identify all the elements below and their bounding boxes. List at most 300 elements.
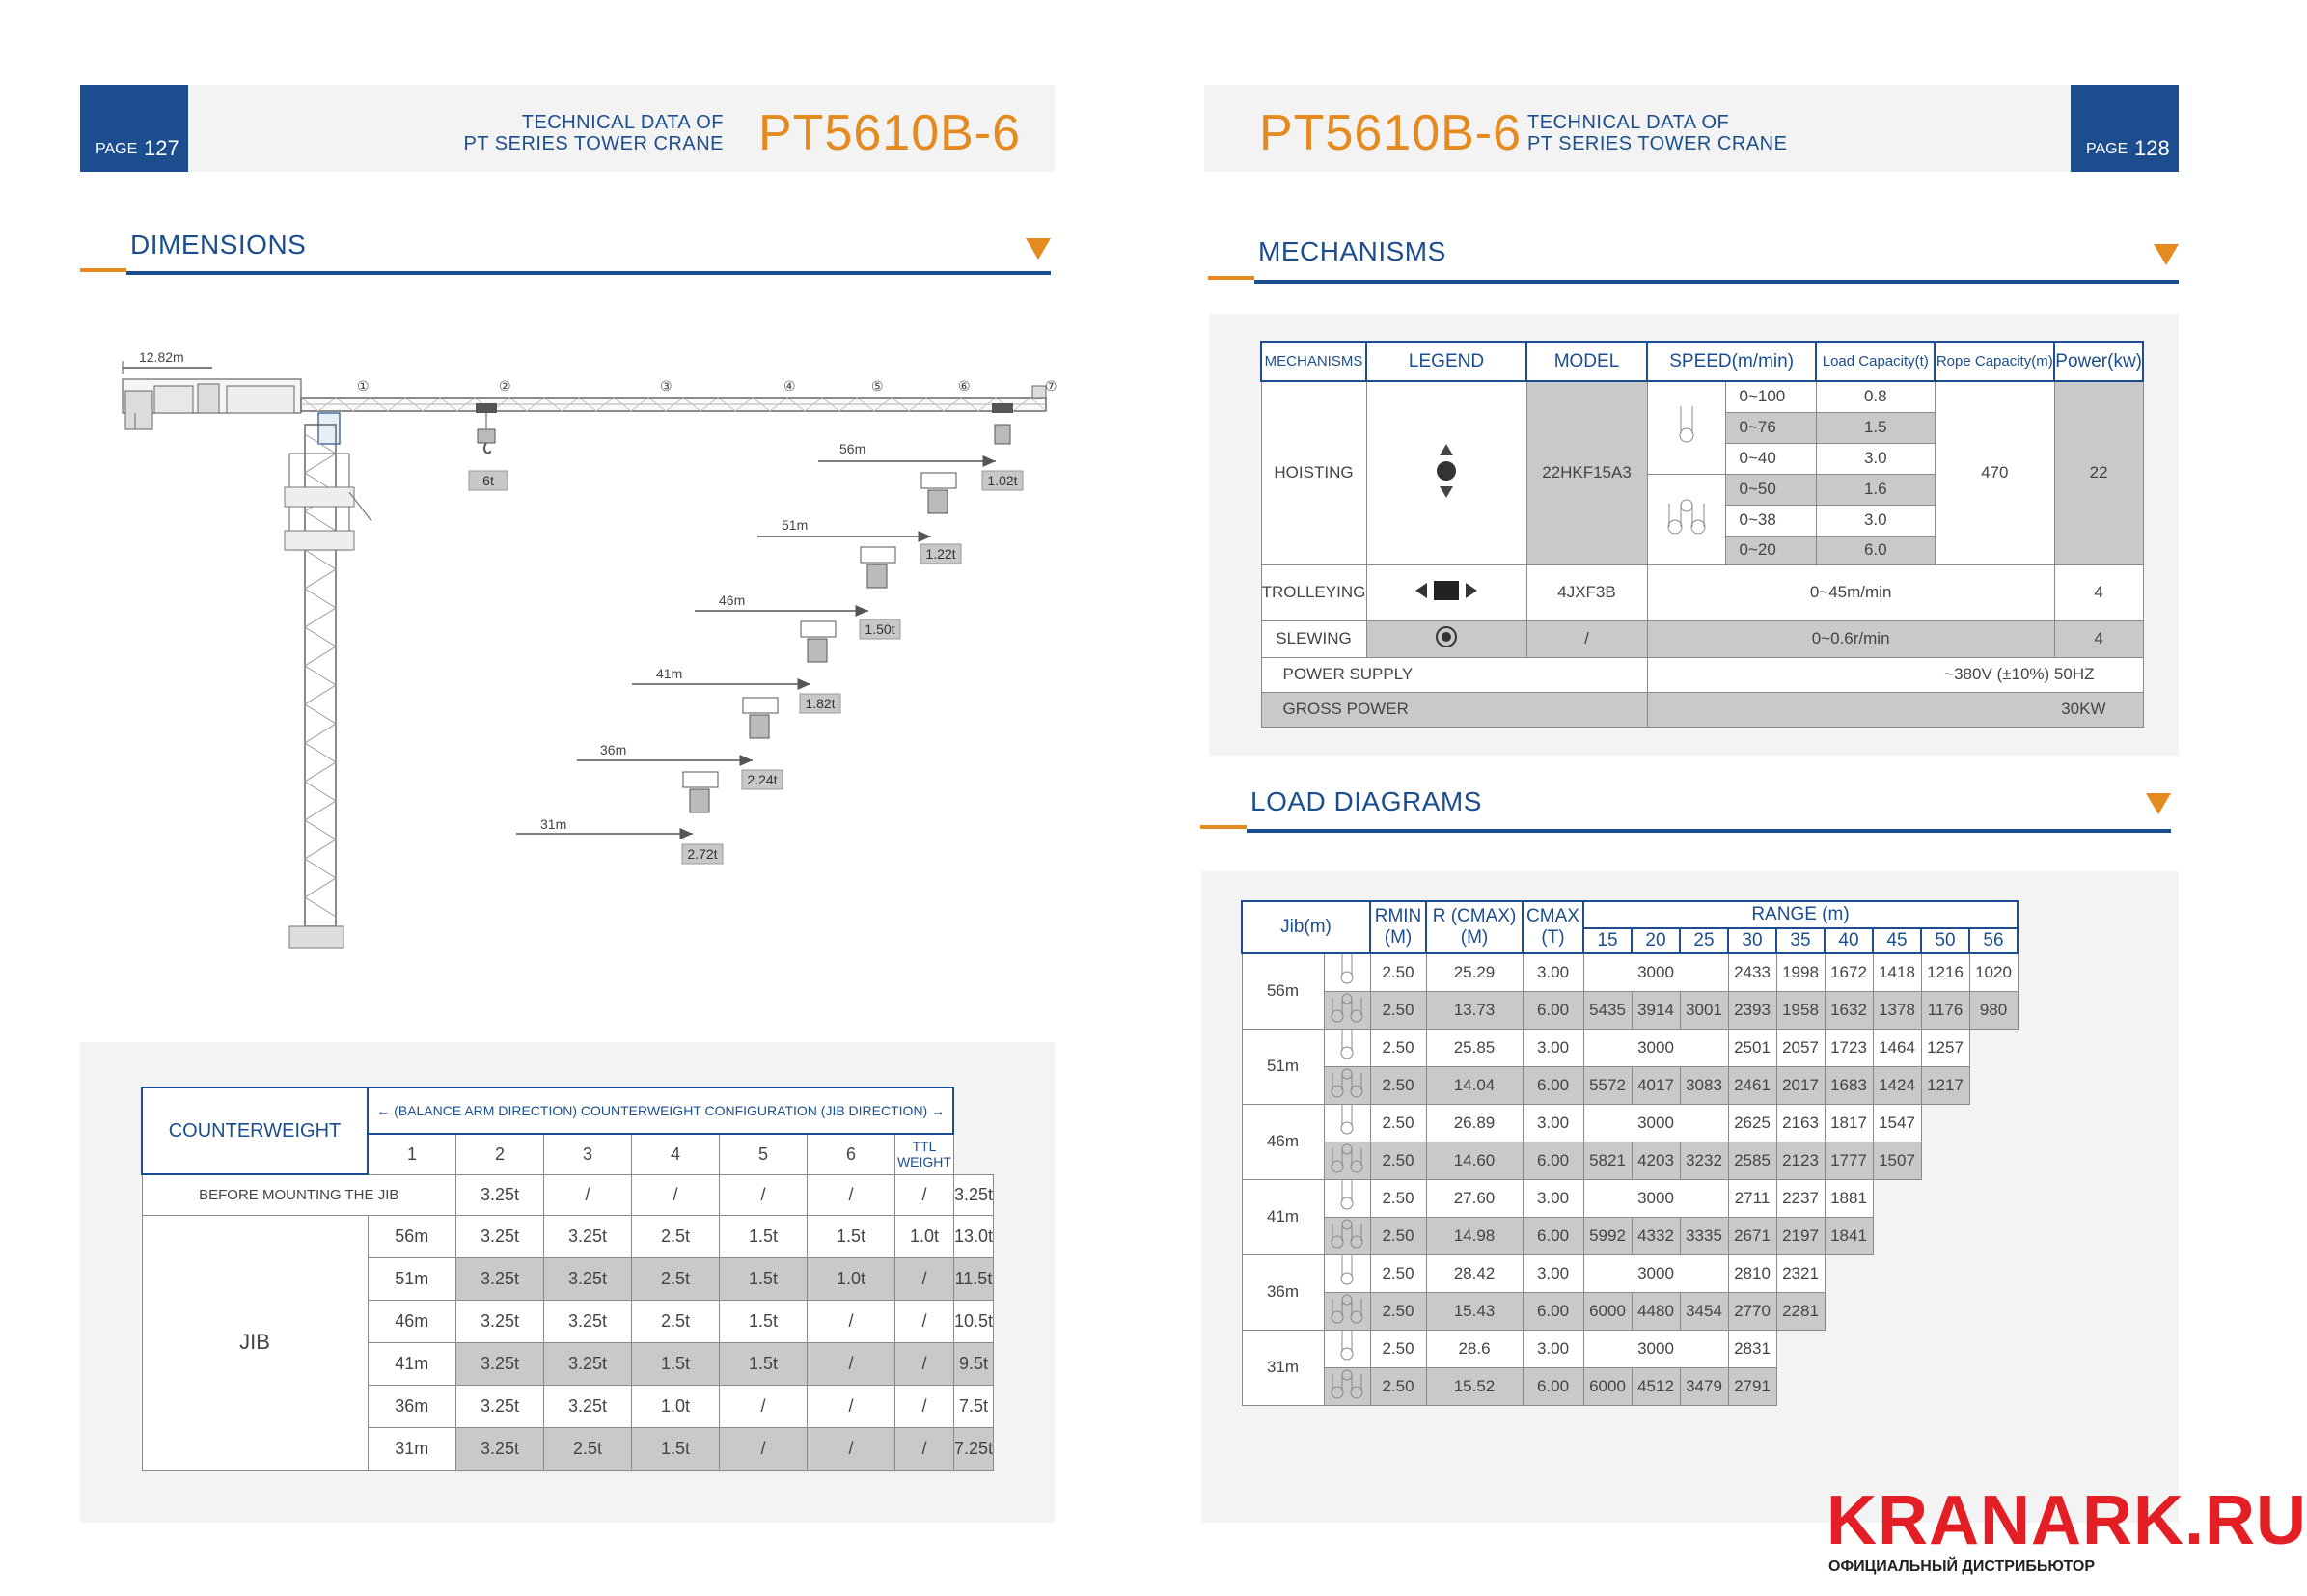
single-fall-icon [1647,381,1725,474]
single-fall-icon [1324,1330,1370,1367]
cw-cell: / [895,1385,954,1427]
ld-value: 3479 [1680,1367,1728,1405]
section-marker-7: ⑦ [1045,379,1057,395]
header-line-1: TECHNICAL DATA OF [1527,112,1730,133]
double-fall-icon [1324,1292,1370,1330]
ld-empty [1825,1254,2018,1292]
header-line-1: TECHNICAL DATA OF [521,112,724,133]
ld-rcmax: 14.04 [1426,1066,1523,1104]
ld-range-header: 56 [1969,928,2018,953]
ld-value: 3914 [1632,991,1680,1029]
ld-cmax: 3.00 [1523,1254,1583,1292]
power-supply-label: POWER SUPPLY [1261,657,1647,692]
slewing-legend-icon [1366,620,1526,657]
ld-header-range: RANGE (m) [1583,901,2018,928]
ld-value: 2281 [1776,1292,1825,1330]
ld-empty [1873,1217,2018,1254]
table-row [1242,1367,2018,1405]
ld-cmax: 6.00 [1523,991,1583,1029]
ld-rmin: 2.50 [1370,1066,1426,1104]
ld-value: 3335 [1680,1217,1728,1254]
cw-cell: 7.5t [953,1385,993,1427]
cw-cell: / [895,1342,954,1385]
cw-cell: 1.5t [720,1342,808,1385]
ld-value: 1723 [1825,1029,1873,1066]
mechanisms-table [1260,341,2144,728]
ld-cmax: 6.00 [1523,1142,1583,1179]
cw-jib-length: 31m [368,1427,456,1470]
ld-value: 4332 [1632,1217,1680,1254]
cw-cell: 3.25t [456,1257,544,1300]
ld-merged-value: 3000 [1583,953,1728,991]
counter-jib-length-label: 12.82m [139,349,184,365]
mech-header-mechanisms: MECHANISMS [1261,342,1366,381]
ld-value: 2123 [1776,1142,1825,1179]
cw-jib-length: 36m [368,1385,456,1427]
cw-col-ttl: TTL WEIGHT [895,1134,954,1174]
cw-cell: 3.25t [544,1215,632,1257]
ld-merged-value: 3000 [1583,1179,1728,1217]
section-accent-line [1200,825,1247,829]
cw-col-3: 3 [544,1134,632,1174]
jib-label: JIB [142,1215,368,1470]
ld-value: 2461 [1728,1066,1776,1104]
single-fall-icon [1324,1179,1370,1217]
header-line-2: PT SERIES TOWER CRANE [463,133,724,154]
radius-label-36: 36m [600,742,627,757]
ld-value: 1507 [1873,1142,1921,1179]
ld-value: 6000 [1583,1367,1632,1405]
cw-cell: 1.5t [720,1300,808,1342]
cw-jib-length: 46m [368,1300,456,1342]
cw-cell: 3.25t [456,1215,544,1257]
cw-cell: / [720,1174,808,1215]
cw-cell: 1.5t [632,1342,720,1385]
cw-cell: / [544,1174,632,1215]
cw-cell: 2.5t [544,1427,632,1470]
ld-range-header: 50 [1921,928,1969,953]
ld-value: 2433 [1728,953,1776,991]
ld-value: 3454 [1680,1292,1728,1330]
table-row [1242,1292,2018,1330]
ld-value: 5435 [1583,991,1632,1029]
gross-power-value: 30KW [1647,692,2143,727]
ld-value: 1216 [1921,953,1969,991]
ld-jib-length: 56m [1242,953,1324,1029]
brand-subtitle: ОФИЦИАЛЬНЫЙ ДИСТРИБЬЮТОР [1828,1558,2096,1575]
radius-label-41: 41m [656,666,683,681]
ld-rcmax: 15.52 [1426,1367,1523,1405]
ld-merged-value: 3000 [1583,1254,1728,1292]
ld-empty [1969,1066,2018,1104]
table-row [142,1174,994,1215]
section-marker-5: ⑤ [871,379,884,395]
ld-header-rcmax: R (CMAX) (M) [1426,901,1523,953]
cw-jib-length: 51m [368,1257,456,1300]
cw-cell: / [808,1300,895,1342]
section-marker-1: ① [357,379,370,395]
cw-cell: 3.25t [456,1385,544,1427]
ld-value: 1378 [1873,991,1921,1029]
table-row [1242,953,2018,991]
ld-value: 1217 [1921,1066,1969,1104]
ld-empty [1776,1330,2018,1367]
ld-cmax: 6.00 [1523,1217,1583,1254]
cw-cell: 9.5t [953,1342,993,1385]
ld-value: 980 [1969,991,2018,1029]
ld-value: 3083 [1680,1066,1728,1104]
hoist-load: 0.8 [1816,381,1935,412]
ld-value: 6000 [1583,1292,1632,1330]
ld-rcmax: 25.85 [1426,1029,1523,1066]
ld-rcmax: 15.43 [1426,1292,1523,1330]
cw-cell: / [632,1174,720,1215]
ld-rcmax: 14.60 [1426,1142,1523,1179]
ld-rcmax: 25.29 [1426,953,1523,991]
slewing-speed: 0~0.6r/min [1647,620,2054,657]
cw-col-2: 2 [456,1134,544,1174]
cw-cell: 1.5t [632,1427,720,1470]
radius-load-arrows [0,0,1061,984]
cw-cell: 11.5t [953,1257,993,1300]
load-diagram-table-host [1241,900,2019,1406]
table-row [1242,1142,2018,1179]
ld-value: 3232 [1680,1142,1728,1179]
hoist-load: 3.0 [1816,443,1935,474]
ld-rcmax: 13.73 [1426,991,1523,1029]
mech-header-rope: Rope Capacity(m) [1935,342,2054,381]
ld-value: 1176 [1921,991,1969,1029]
ld-rmin: 2.50 [1370,1254,1426,1292]
load-label-31: 2.72t [687,846,718,862]
ld-empty [1776,1367,2018,1405]
ld-value: 2321 [1776,1254,1825,1292]
table-row [1242,1330,2018,1367]
mech-header-model: MODEL [1526,342,1647,381]
mech-header-speed: SPEED(m/min) [1647,342,1816,381]
section-marker-4: ④ [783,379,796,395]
cw-cell: 1.0t [808,1257,895,1300]
ld-empty [1873,1179,2018,1217]
load-label-41: 1.82t [805,696,836,711]
trolleying-label: TROLLEYING [1261,564,1366,620]
hoisting-model: 22HKF15A3 [1526,381,1647,564]
section-marker-3: ③ [660,379,673,395]
ld-rcmax: 14.98 [1426,1217,1523,1254]
trolleying-model: 4JXF3B [1526,564,1647,620]
cw-col-5: 5 [720,1134,808,1174]
page-label: PAGE [2086,141,2128,157]
cw-cell: 2.5t [632,1257,720,1300]
ld-value: 2625 [1728,1104,1776,1142]
ld-range-header: 35 [1776,928,1825,953]
cw-cell: / [895,1300,954,1342]
single-fall-icon [1324,1104,1370,1142]
hoist-speed: 0~38 [1725,505,1816,536]
brand-watermark: KRANARK.RU [1826,1482,2307,1559]
hoist-load: 3.0 [1816,505,1935,536]
load-label-51: 1.22t [925,546,956,562]
cw-cell: 13.0t [953,1215,993,1257]
ld-value: 1464 [1873,1029,1921,1066]
cw-cell: / [808,1385,895,1427]
hoisting-legend-icon [1366,381,1526,564]
trolleying-power: 4 [2054,564,2143,620]
ld-range-header: 30 [1728,928,1776,953]
right-page-number-box [2071,85,2179,172]
table-row [1242,1066,2018,1104]
ld-rmin: 2.50 [1370,1292,1426,1330]
cw-cell: 10.5t [953,1300,993,1342]
cw-cell: / [720,1385,808,1427]
ld-range-header: 25 [1680,928,1728,953]
ld-header-cmax: CMAX (T) [1523,901,1583,953]
cw-col-4: 4 [632,1134,720,1174]
ld-merged-value: 3000 [1583,1104,1728,1142]
hoist-speed: 0~20 [1725,536,1816,564]
table-row [1261,564,2143,620]
ld-jib-length: 36m [1242,1254,1324,1330]
ld-range-header: 40 [1825,928,1873,953]
counterweight-title: COUNTERWEIGHT [142,1087,368,1174]
ld-value: 4203 [1632,1142,1680,1179]
cw-cell: 3.25t [544,1300,632,1342]
ld-merged-value: 3000 [1583,1330,1728,1367]
mech-header-load: Load Capacity(t) [1816,342,1935,381]
ld-rmin: 2.50 [1370,1142,1426,1179]
cw-cell: / [808,1342,895,1385]
ld-value: 1418 [1873,953,1921,991]
hoisting-power: 22 [2054,381,2143,564]
cw-cell: / [720,1427,808,1470]
table-row [142,1215,994,1257]
load-label-46: 1.50t [865,621,895,637]
hoist-speed: 0~40 [1725,443,1816,474]
ld-empty [1825,1292,2018,1330]
page-number: 128 [2134,136,2170,160]
double-fall-icon [1324,1367,1370,1405]
ld-rmin: 2.50 [1370,1330,1426,1367]
slewing-label: SLEWING [1261,620,1366,657]
cw-cell: 3.25t [544,1257,632,1300]
table-row [1242,1217,2018,1254]
ld-cmax: 3.00 [1523,1330,1583,1367]
ld-value: 1257 [1921,1029,1969,1066]
cw-cell: / [895,1174,954,1215]
ld-rmin: 2.50 [1370,991,1426,1029]
ld-cmax: 3.00 [1523,1029,1583,1066]
counterweight-table [141,1087,994,1471]
ld-value: 2057 [1776,1029,1825,1066]
cw-cell: 2.5t [632,1215,720,1257]
cw-cell: / [895,1257,954,1300]
double-fall-icon [1324,991,1370,1029]
ld-value: 1998 [1776,953,1825,991]
section-triangle-icon [2154,244,2179,265]
table-row [1242,1104,2018,1142]
ld-value: 2810 [1728,1254,1776,1292]
left-header-model: PT5610B-6 [758,105,1022,161]
load-diagram-table [1241,900,2019,1406]
double-fall-icon [1324,1217,1370,1254]
ld-cmax: 3.00 [1523,1179,1583,1217]
ld-value: 4017 [1632,1066,1680,1104]
cw-col-6: 6 [808,1134,895,1174]
max-load-label: 6t [482,473,494,488]
table-row [1261,692,2143,727]
cw-jib-length: 56m [368,1215,456,1257]
ld-value: 5992 [1583,1217,1632,1254]
radius-label-46: 46m [719,592,746,608]
ld-rmin: 2.50 [1370,1367,1426,1405]
cw-cell: / [808,1427,895,1470]
cw-cell: 3.25t [456,1342,544,1385]
slewing-model: / [1526,620,1647,657]
single-fall-icon [1324,1029,1370,1066]
ld-rmin: 2.50 [1370,1217,1426,1254]
before-mounting-label: BEFORE MOUNTING THE JIB [142,1174,456,1215]
header-line-2: PT SERIES TOWER CRANE [1527,133,1788,154]
load-diagrams-section-title: LOAD DIAGRAMS [1250,786,1482,816]
trolleying-legend-icon [1366,564,1526,620]
cw-jib-length: 41m [368,1342,456,1385]
ld-value: 4512 [1632,1367,1680,1405]
cw-cell: 3.25t [544,1385,632,1427]
ld-value: 1817 [1825,1104,1873,1142]
ld-value: 1020 [1969,953,2018,991]
ld-jib-length: 46m [1242,1104,1324,1179]
ld-value: 1841 [1825,1217,1873,1254]
page-number: 127 [144,136,179,160]
hoist-load: 6.0 [1816,536,1935,564]
slewing-power: 4 [2054,620,2143,657]
table-row [1261,381,2143,412]
ld-value: 1424 [1873,1066,1921,1104]
table-row [1261,657,2143,692]
ld-rcmax: 27.60 [1426,1179,1523,1217]
ld-range-header: 15 [1583,928,1632,953]
hoist-speed: 0~76 [1725,412,1816,443]
table-row [1261,620,2143,657]
ld-value: 2791 [1728,1367,1776,1405]
section-divider-line [1247,829,2171,833]
ld-value: 5572 [1583,1066,1632,1104]
ld-value: 2831 [1728,1330,1776,1367]
ld-value: 2585 [1728,1142,1776,1179]
ld-value: 1958 [1776,991,1825,1029]
ld-cmax: 6.00 [1523,1292,1583,1330]
ld-jib-length: 51m [1242,1029,1324,1104]
ld-range-header: 20 [1632,928,1680,953]
hoisting-label: HOISTING [1261,381,1366,564]
ld-value: 2393 [1728,991,1776,1029]
right-header-model: PT5610B-6 [1259,105,1523,161]
ld-value: 4480 [1632,1292,1680,1330]
ld-value: 1547 [1873,1104,1921,1142]
ld-rmin: 2.50 [1370,1179,1426,1217]
radius-label-56: 56m [839,441,866,456]
right-header-subtitle [1527,112,1817,154]
ld-range-header: 45 [1873,928,1921,953]
ld-value: 2163 [1776,1104,1825,1142]
load-label-36: 2.24t [747,772,778,787]
hoist-load: 1.6 [1816,474,1935,505]
cw-cell: / [895,1427,954,1470]
single-fall-icon [1324,1254,1370,1292]
section-triangle-icon [2146,793,2171,814]
ld-rmin: 2.50 [1370,953,1426,991]
ld-cmax: 6.00 [1523,1066,1583,1104]
gross-power-label: GROSS POWER [1261,692,1647,727]
table-row [1242,1254,2018,1292]
ld-merged-value: 3000 [1583,1029,1728,1066]
ld-rmin: 2.50 [1370,1029,1426,1066]
ld-value: 2237 [1776,1179,1825,1217]
double-fall-icon [1647,474,1725,564]
ld-cmax: 3.00 [1523,953,1583,991]
ld-empty [1969,1029,2018,1066]
hoist-speed: 0~50 [1725,474,1816,505]
cw-cell: 3.25t [456,1300,544,1342]
ld-value: 1881 [1825,1179,1873,1217]
ld-jib-length: 31m [1242,1330,1324,1405]
radius-label-31: 31m [540,816,567,832]
single-fall-icon [1324,953,1370,991]
table-row [1242,1179,2018,1217]
ld-value: 2501 [1728,1029,1776,1066]
ld-cmax: 6.00 [1523,1367,1583,1405]
ld-rmin: 2.50 [1370,1104,1426,1142]
hoist-speed: 0~100 [1725,381,1816,412]
ld-value: 2711 [1728,1179,1776,1217]
section-divider-line [1254,280,2179,284]
ld-value: 2197 [1776,1217,1825,1254]
ld-value: 1632 [1825,991,1873,1029]
cw-cell: 1.5t [808,1215,895,1257]
hoist-load: 1.5 [1816,412,1935,443]
ld-header-jib: Jib(m) [1242,901,1370,953]
ld-empty [1921,1104,2018,1142]
dimensions-section-title: DIMENSIONS [130,230,307,260]
mech-header-legend: LEGEND [1366,342,1526,381]
ld-value: 2770 [1728,1292,1776,1330]
section-marker-6: ⑥ [958,379,971,395]
ld-header-rmin: RMIN (M) [1370,901,1426,953]
ld-jib-length: 41m [1242,1179,1324,1254]
page-label: PAGE [96,141,138,157]
load-label-56: 1.02t [987,473,1018,488]
hoisting-rope: 470 [1935,381,2054,564]
table-row [1242,1029,2018,1066]
ld-rcmax: 26.89 [1426,1104,1523,1142]
cw-cell: 2.5t [632,1300,720,1342]
cw-cell: 1.5t [720,1215,808,1257]
table-row [1242,991,2018,1029]
ld-value: 2017 [1776,1066,1825,1104]
ld-value: 1683 [1825,1066,1873,1104]
ld-rcmax: 28.42 [1426,1254,1523,1292]
ld-value: 2671 [1728,1217,1776,1254]
cw-cell: 3.25t [456,1174,544,1215]
mech-header-power: Power(kw) [2054,342,2143,381]
cw-cell: 3.25t [544,1342,632,1385]
cw-cell: 7.25t [953,1427,993,1470]
radius-label-51: 51m [782,517,809,533]
cw-cell: 1.5t [720,1257,808,1300]
cw-cell: 1.0t [895,1215,954,1257]
power-supply-value: ~380V (±10%) 50HZ [1647,657,2143,692]
cw-cell: 3.25t [456,1427,544,1470]
